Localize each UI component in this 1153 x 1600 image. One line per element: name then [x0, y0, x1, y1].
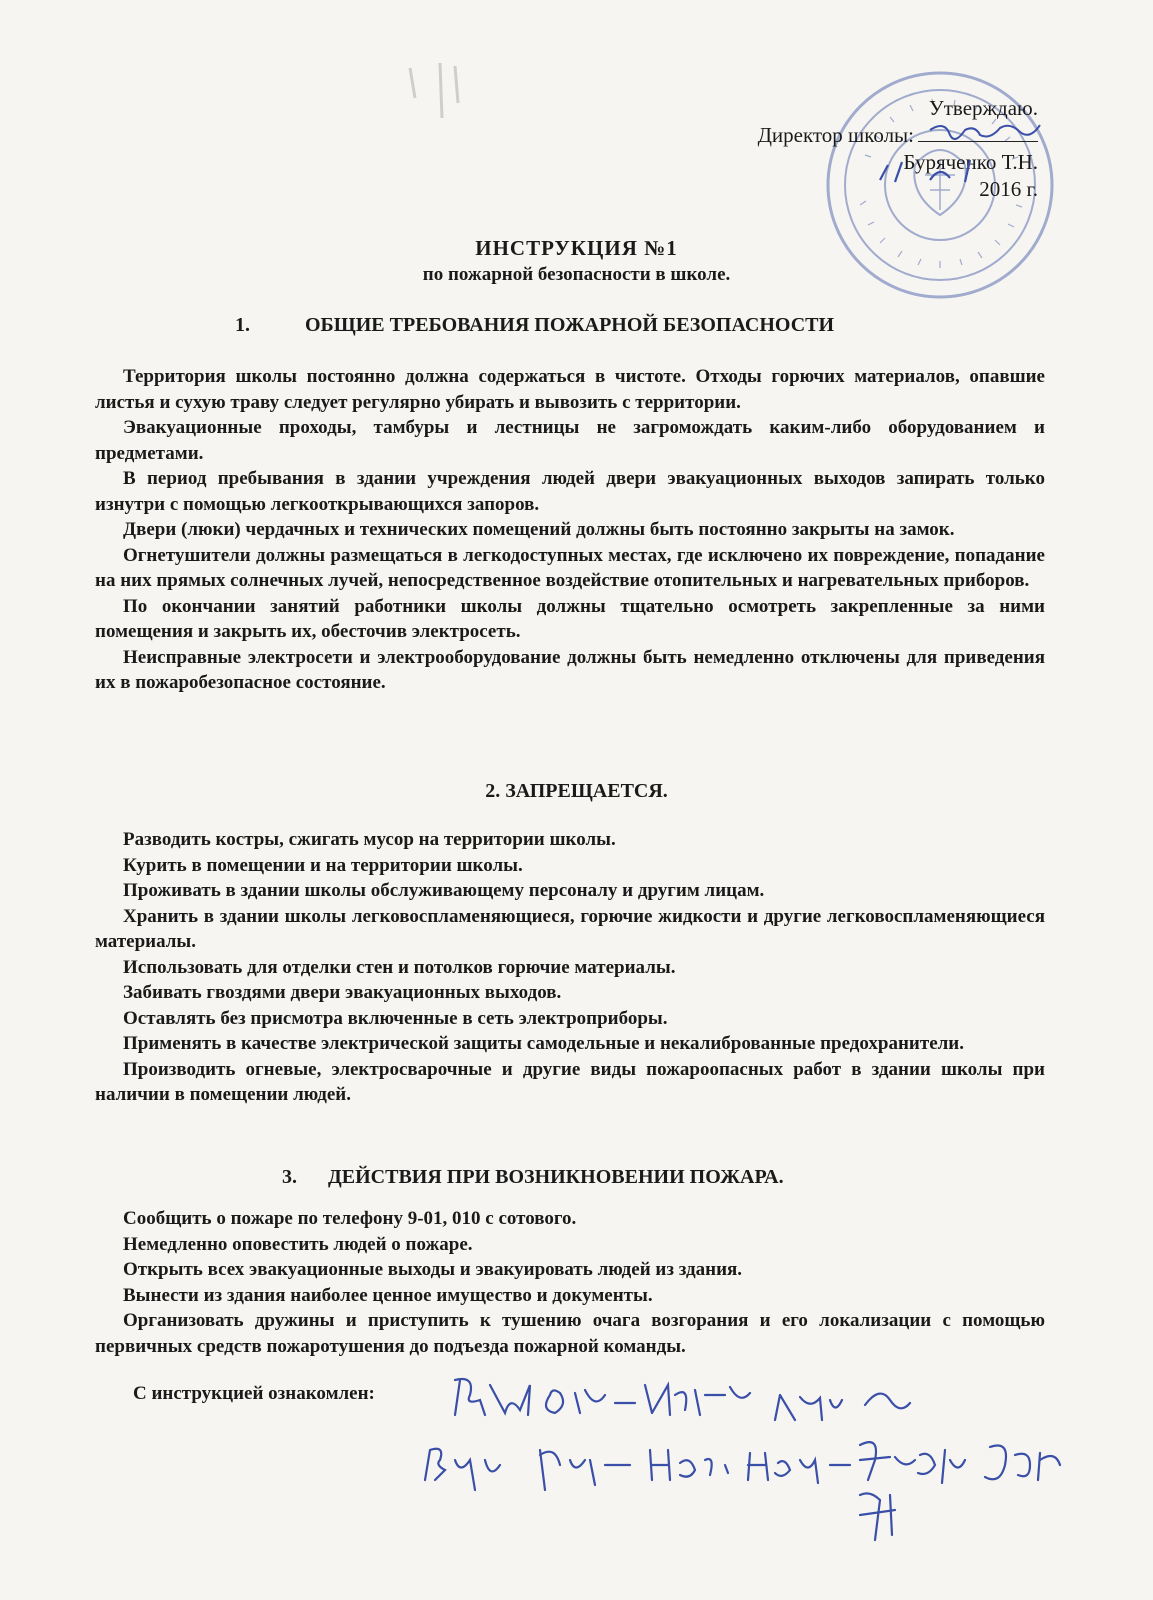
paragraph: В период пребывания в здании учреждения людей двери эвакуационных выходов запирать только изнутри с помощью легкооткрывающихся запоров.: [95, 468, 1045, 515]
paragraph: Разводить костры, сжигать мусор на территории школы.: [123, 829, 616, 850]
paragraph: Организовать дружины и приступить к тушению очага возгорания и его локализации с помощью первичных средств пожаротушения до подъезда пожарной команды.: [95, 1310, 1045, 1357]
paragraph: Эвакуационные проходы, тамбуры и лестницы не загромождать каким-либо оборудованием и предметами.: [95, 417, 1045, 464]
scan-smudge: [400, 58, 470, 138]
paragraph: Открыть всех эвакуационные выходы и эвакуировать людей из здания.: [123, 1259, 743, 1280]
section-3-body: [95, 1206, 1045, 1359]
section-2-heading: [0, 780, 1153, 803]
paragraph: Забивать гвоздями двери эвакуационных выходов.: [123, 982, 562, 1003]
paragraph: Оставлять без присмотра включенные в сеть электроприборы.: [123, 1007, 668, 1029]
section-2-number: 2.: [485, 780, 501, 802]
section-1-title: ОБЩИЕ ТРЕБОВАНИЯ ПОЖАРНОЙ БЕЗОПАСНОСТИ: [305, 314, 835, 336]
paragraph: Использовать для отделки стен и потолков горючие материалы.: [123, 956, 676, 978]
document-title: ИНСТРУКЦИЯ №1: [475, 236, 678, 260]
document-subtitle: по пожарной безопасности в школе.: [422, 264, 731, 285]
approval-director-label: Директор школы:: [757, 123, 914, 147]
paragraph: Огнетушители должны размещаться в легкодоступных местах, где исключено их повреждение, попадание на них прямых солнечных лучей, непосредственное воздействие отопительных и нагревательных приборов.: [95, 544, 1045, 591]
section-3-number: 3.: [282, 1166, 297, 1188]
approval-date: 2016 г.: [979, 177, 1038, 201]
paragraph: Немедленно оповестить людей о пожаре.: [123, 1233, 473, 1255]
paragraph: Неисправные электросети и электрооборудование должны быть немедленно отключены для приведения их в пожаробезопасное состояние.: [95, 646, 1045, 693]
paragraph: Применять в качестве электрической защиты самодельные и некалиброванные предохранители.: [123, 1033, 964, 1054]
approval-title: Утверждаю.: [928, 96, 1038, 120]
paragraph: Хранить в здании школы легковоспламеняющиеся, горючие жидкости и другие легковоспламеняющиеся материалы.: [95, 905, 1045, 952]
paragraph: Проживать в здании школы обслуживающему персоналу и другим лицам.: [123, 880, 765, 901]
paragraph: Сообщить о пожаре по телефону 9-01, 010 с сотового.: [123, 1208, 577, 1229]
paragraph: По окончании занятий работники школы должны тщательно осмотреть закрепленные за ними помещения и закрыть их, обесточив электросеть.: [95, 595, 1045, 642]
handwritten-signatures: [390, 1365, 1090, 1575]
paragraph: Курить в помещении и на территории школы.: [123, 854, 523, 876]
section-1-heading: [235, 314, 834, 337]
director-signature: [870, 110, 1050, 200]
section-1-number: 1.: [235, 314, 250, 336]
section-3-title: ДЕЙСТВИЯ ПРИ ВОЗНИКНОВЕНИИ ПОЖАРА.: [328, 1166, 784, 1188]
section-2-body: [95, 827, 1045, 1108]
section-2-title: ЗАПРЕЩАЕТСЯ.: [505, 780, 668, 802]
paragraph: Вынести из здания наиболее ценное имущество и документы.: [123, 1284, 653, 1306]
paragraph: Производить огневые, электросварочные и другие виды пожароопасных работ в здании школы при наличии в помещении людей.: [95, 1058, 1045, 1105]
paragraph: Территория школы постоянно должна содержаться в чистоте. Отходы горючих материалов, опавшие листья и сухую траву следует регулярно убирать и вывозить с территории.: [95, 366, 1045, 413]
approval-director-name: Буряченко Т.Н.: [903, 150, 1038, 174]
paragraph: Двери (люки) чердачных и технических помещений должны быть постоянно закрыты на замок.: [123, 519, 955, 540]
section-3-heading: [282, 1166, 784, 1189]
section-1-body: [95, 364, 1045, 696]
acknowledgement-label: С инструкцией ознакомлен:: [133, 1383, 375, 1404]
